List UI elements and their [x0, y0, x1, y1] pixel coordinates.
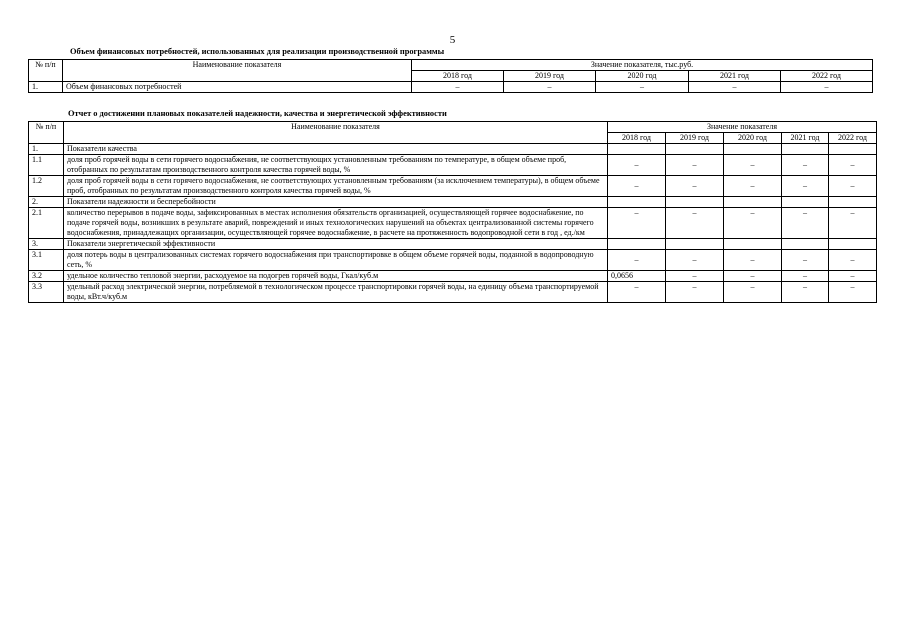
row-value: – — [504, 82, 596, 93]
row-value: – — [596, 82, 689, 93]
row-value: – — [724, 271, 782, 282]
header-num: № п/п — [29, 122, 64, 144]
row-value: – — [666, 176, 724, 197]
row-num: 1. — [29, 82, 63, 93]
row-name: доля потерь воды в централизованных системах горячего водоснабжения при транспортировке в общем объеме горячей воды, поданной в водопроводную сеть, % — [64, 250, 608, 271]
row-value: – — [666, 155, 724, 176]
row-value: – — [724, 208, 782, 239]
row-value: 0,0656 — [608, 271, 666, 282]
row-num: 1.1 — [29, 155, 64, 176]
row-value: – — [829, 271, 877, 282]
row-name: Показатели качества — [64, 144, 608, 155]
row-value — [782, 197, 829, 208]
row-name: Показатели надежности и бесперебойности — [64, 197, 608, 208]
row-value: – — [829, 155, 877, 176]
indicators-table — [28, 121, 877, 303]
header-year: 2021 год — [689, 71, 781, 82]
header-year: 2019 год — [504, 71, 596, 82]
row-value: – — [608, 155, 666, 176]
header-year: 2018 год — [608, 133, 666, 144]
header-year: 2020 год — [596, 71, 689, 82]
row-value: – — [829, 176, 877, 197]
row-num: 3.3 — [29, 282, 64, 303]
row-name: Показатели энергетической эффективности — [64, 239, 608, 250]
row-value: – — [829, 208, 877, 239]
row-value: – — [724, 155, 782, 176]
row-value — [608, 197, 666, 208]
row-value: – — [829, 250, 877, 271]
row-name: удельное количество тепловой энергии, расходуемое на подогрев горячей воды, Гкал/куб.м — [64, 271, 608, 282]
row-value: – — [781, 82, 873, 93]
row-num: 3.2 — [29, 271, 64, 282]
table-row — [29, 282, 877, 303]
row-value: – — [782, 282, 829, 303]
row-num: 3.1 — [29, 250, 64, 271]
row-value: – — [666, 250, 724, 271]
financial-needs-table — [28, 59, 873, 93]
row-value: – — [608, 250, 666, 271]
header-value: Значение показателя, тыс.руб. — [412, 60, 873, 71]
row-num: 3. — [29, 239, 64, 250]
header-value: Значение показателя — [608, 122, 877, 133]
row-value: – — [782, 208, 829, 239]
row-value: – — [782, 176, 829, 197]
row-value: – — [666, 282, 724, 303]
page-number: 5 — [449, 34, 456, 46]
row-value — [608, 239, 666, 250]
row-name: удельный расход электрической энергии, потребляемой в технологическом процессе транспортировки горячей воды, на единицу объема транспортируемой воды, кВт.ч/куб.м — [64, 282, 608, 303]
row-value: – — [829, 282, 877, 303]
row-num: 1.2 — [29, 176, 64, 197]
table-row — [29, 197, 877, 208]
table-row — [29, 176, 877, 197]
row-value: – — [608, 282, 666, 303]
row-value — [724, 239, 782, 250]
row-num: 1. — [29, 144, 64, 155]
row-value: – — [689, 82, 781, 93]
section1-title: Объем финансовых потребностей, использованных для реализации производственной программы — [70, 47, 445, 56]
row-value — [724, 144, 782, 155]
row-value — [782, 239, 829, 250]
header-year: 2020 год — [724, 133, 782, 144]
row-num: 2.1 — [29, 208, 64, 239]
row-num: 2. — [29, 197, 64, 208]
row-name: доля проб горячей воды в сети горячего водоснабжения, не соответствующих установленным требованиям (за исключением температуры), в общем объеме проб, отобранных по результатам производственного контроля качества горячей воды, % — [64, 176, 608, 197]
section2-title: Отчет о достижении плановых показателей надежности, качества и энергетической эффективности — [68, 109, 447, 118]
header-name: Наименование показателя — [64, 122, 608, 144]
row-value: – — [666, 208, 724, 239]
row-name: Объем финансовых потребностей — [63, 82, 412, 93]
row-value: – — [724, 176, 782, 197]
header-year: 2022 год — [829, 133, 877, 144]
row-value — [666, 144, 724, 155]
table-header-row — [29, 60, 873, 71]
table-header-row — [29, 122, 877, 133]
row-value: – — [724, 282, 782, 303]
row-value — [608, 144, 666, 155]
row-value — [724, 197, 782, 208]
row-name: количество перерывов в подаче воды, зафиксированных в местах исполнения обязательств организацией, осуществляющей горячее водоснабжение, по подаче горячей воды, возникших в результате аварий, повреждений и иных технологических нарушений на объектах централизованной системы горячего водоснабжения, принадлежащих организации, осуществляющей горячее водоснабжение, в расчете на протяженность водопроводной сети в год , ед./км — [64, 208, 608, 239]
table-row — [29, 271, 877, 282]
header-num: № п/п — [29, 60, 63, 82]
row-value — [829, 197, 877, 208]
row-value: – — [782, 155, 829, 176]
row-name: доля проб горячей воды в сети горячего водоснабжения, не соответствующих установленным требованиям по температуре, в общем объеме проб, отобранных по результатам производственного контроля качества горячей воды, % — [64, 155, 608, 176]
header-year: 2022 год — [781, 71, 873, 82]
header-name: Наименование показателя — [63, 60, 412, 82]
header-year: 2018 год — [412, 71, 504, 82]
row-value — [666, 239, 724, 250]
row-value: – — [666, 271, 724, 282]
row-value: – — [608, 176, 666, 197]
table-row — [29, 208, 877, 239]
row-value — [666, 197, 724, 208]
table-row — [29, 82, 873, 93]
row-value — [782, 144, 829, 155]
table-row — [29, 155, 877, 176]
header-year: 2021 год — [782, 133, 829, 144]
row-value: – — [782, 271, 829, 282]
row-value: – — [608, 208, 666, 239]
row-value — [829, 239, 877, 250]
row-value — [829, 144, 877, 155]
row-value: – — [782, 250, 829, 271]
table-row — [29, 250, 877, 271]
row-value: – — [412, 82, 504, 93]
table-row — [29, 239, 877, 250]
table-row — [29, 144, 877, 155]
header-year: 2019 год — [666, 133, 724, 144]
row-value: – — [724, 250, 782, 271]
